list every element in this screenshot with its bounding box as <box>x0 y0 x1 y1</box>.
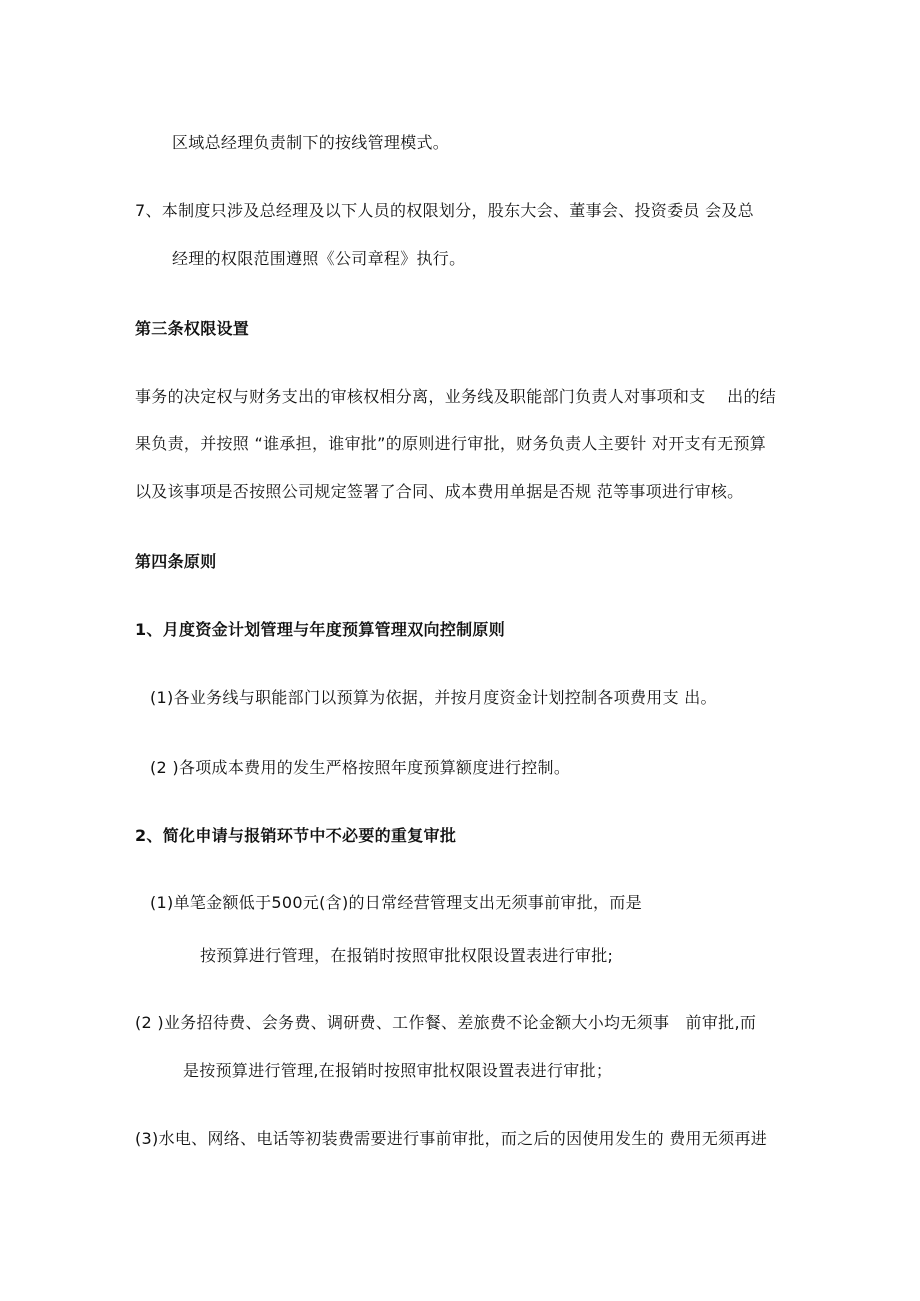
text-line-10: (1)各业务线与职能部门以预算为依据，并按月度资金计划控制各项费用支 出。 <box>150 688 717 707</box>
section-heading-3: 第三条权限设置 <box>135 319 250 338</box>
text-line-2: 7、本制度只涉及总经理及以下人员的权限划分，股东大会、董事会、投资委员 会及总 <box>135 201 754 220</box>
text-line-17: (3)水电、网络、电话等初装费需要进行事前审批，而之后的因使用发生的 费用无须再进 <box>135 1129 768 1148</box>
text-line-1: 区域总经理负责制下的按线管理模式。 <box>172 133 450 152</box>
text-line-11: (2 )各项成本费用的发生严格按照年度预算额度进行控制。 <box>150 758 571 777</box>
text-line-13: (1)单笔金额低于500元(含)的日常经营管理支出无须事前审批，而是 <box>150 893 642 912</box>
text-line-6: 果负责，并按照 “谁承担，谁审批”的原则进行审批，财务负责人主要针 对开支有无预算 <box>135 434 767 453</box>
text-line-15: (2 )业务招待费、会务费、调研费、工作餐、差旅费不论金额大小均无须事 前审批,而 <box>135 1013 757 1032</box>
text-line-3: 经理的权限范围遵照《公司章程》执行。 <box>172 249 466 268</box>
principle-heading-1: 1、月度资金计划管理与年度预算管理双向控制原则 <box>135 620 506 639</box>
section-heading-4: 第四条原则 <box>135 552 217 571</box>
text-line-14: 按预算进行管理，在报销时按照审批权限设置表进行审批; <box>200 946 614 965</box>
principle-heading-2: 2、简化申请与报销环节中不必要的重复审批 <box>135 826 457 845</box>
text-line-16: 是按预算进行管理,在报销时按照审批权限设置表进行审批； <box>183 1061 613 1080</box>
text-line-5: 事务的决定权与财务支出的审核权相分离，业务线及职能部门负责人对事项和支 出的结 <box>135 387 777 406</box>
text-line-7: 以及该事项是否按照公司规定签署了合同、成本费用单据是否规 范等事项进行审核。 <box>135 482 744 501</box>
